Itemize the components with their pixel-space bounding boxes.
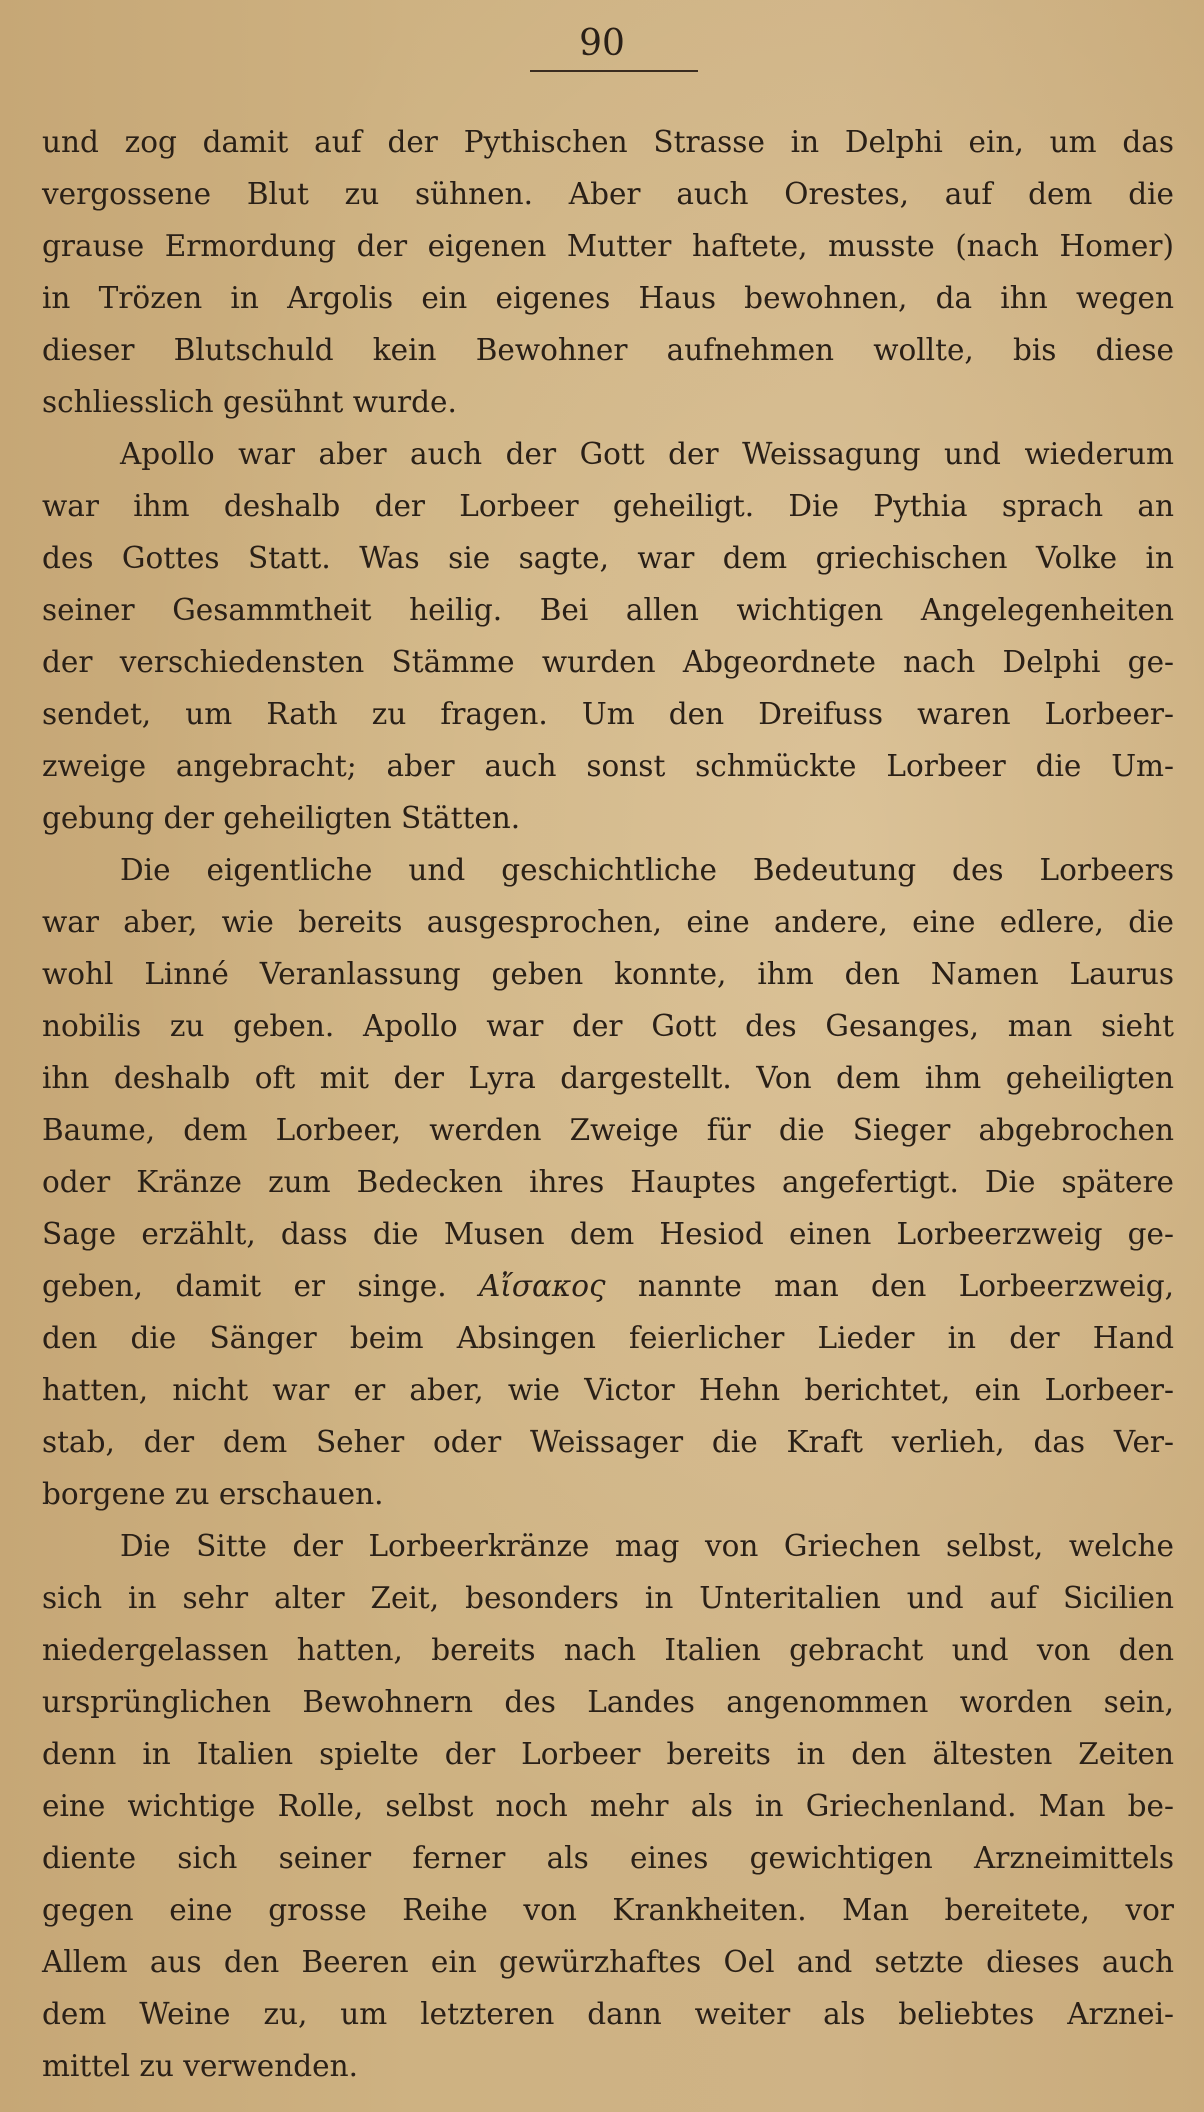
text-line: oder Kränze zum Bedecken ihres Hauptes angefertigt. Die spätere [42, 1165, 1174, 1199]
text-line: dieser Blutschuld kein Bewohner aufnehmen wollte, bis diese [42, 333, 1174, 367]
paragraph [42, 1520, 1174, 2092]
paragraph [42, 844, 1174, 1520]
line-end: nannte man den Lorbeerzweig, [637, 1269, 1175, 1303]
text-line: in Trözen in Argolis ein eigenes Haus bewohnen, da ihn wegen [42, 281, 1174, 315]
text-line: gegen eine grosse Reihe von Krankheiten. Man bereitete, vor [42, 1893, 1174, 1927]
text-line: gebung der geheiligten Stätten. [42, 801, 521, 835]
text-line: nobilis zu geben. Apollo war der Gott des Gesanges, man sieht [42, 1009, 1174, 1043]
text-line: der verschiedensten Stämme wurden Abgeordnete nach Delphi ge- [42, 645, 1174, 679]
text-line: und zog damit auf der Pythischen Strasse in Delphi ein, um das [42, 125, 1174, 159]
text-line: war ihm deshalb der Lorbeer geheiligt. Die Pythia sprach an [42, 489, 1174, 523]
text-line: diente sich seiner ferner als eines gewichtigen Arzneimittels [42, 1841, 1174, 1875]
text-line: eine wichtige Rolle, selbst noch mehr als in Griechenland. Man be- [42, 1789, 1174, 1823]
text-line: niedergelassen hatten, bereits nach Italien gebracht und von den [42, 1633, 1174, 1667]
text-line: denn in Italien spielte der Lorbeer bereits in den ältesten Zeiten [42, 1737, 1174, 1771]
text-line: zweige angebracht; aber auch sonst schmückte Lorbeer die Um- [42, 749, 1174, 783]
text-line: seiner Gesammtheit heilig. Bei allen wichtigen Angelegenheiten [42, 593, 1174, 627]
text-line-with-greek [42, 1260, 1174, 1312]
greek-word: Αἴσακος [479, 1269, 606, 1303]
text-line: Allem aus den Beeren ein gewürzhaftes Oel and setzte dieses auch [42, 1945, 1174, 1979]
text-line: stab, der dem Seher oder Weissager die Kraft verlieh, das Ver- [42, 1425, 1174, 1459]
text-line: hatten, nicht war er aber, wie Victor Hehn berichtet, ein Lorbeer- [42, 1373, 1174, 1407]
text-line: vergossene Blut zu sühnen. Aber auch Orestes, auf dem die [42, 177, 1174, 211]
text-line: borgene zu erschauen. [42, 1477, 384, 1511]
text-line: mittel zu verwenden. [42, 2049, 358, 2083]
text-line: grause Ermordung der eigenen Mutter haftete, musste (nach Homer) [42, 229, 1174, 263]
text-line: sich in sehr alter Zeit, besonders in Unteritalien und auf Sicilien [42, 1581, 1174, 1615]
text-line: Apollo war aber auch der Gott der Weissagung und wiederum [120, 437, 1174, 471]
text-line: dem Weine zu, um letzteren dann weiter als beliebtes Arznei- [42, 1997, 1174, 2031]
text-line: Die eigentliche und geschichtliche Bedeutung des Lorbeers [120, 853, 1174, 887]
paragraph [42, 428, 1174, 844]
body-text [42, 116, 1174, 2092]
line-start: geben, damit er singe. [42, 1269, 447, 1303]
text-line: des Gottes Statt. Was sie sagte, war dem griechischen Volke in [42, 541, 1174, 575]
text-line: Sage erzählt, dass die Musen dem Hesiod einen Lorbeerzweig ge- [42, 1217, 1174, 1251]
text-line: Die Sitte der Lorbeerkränze mag von Griechen selbst, welche [120, 1529, 1174, 1563]
page-number-rule [530, 70, 698, 72]
page-number: 90 [579, 23, 625, 64]
text-line: war aber, wie bereits ausgesprochen, eine andere, eine edlere, die [42, 905, 1174, 939]
paragraph [42, 116, 1174, 428]
text-line: sendet, um Rath zu fragen. Um den Dreifuss waren Lorbeer- [42, 697, 1174, 731]
text-line: schliesslich gesühnt wurde. [42, 385, 457, 419]
text-line: ursprünglichen Bewohnern des Landes angenommen worden sein, [42, 1685, 1174, 1719]
text-line: den die Sänger beim Absingen feierlicher Lieder in der Hand [42, 1321, 1174, 1355]
text-line: Baume, dem Lorbeer, werden Zweige für die Sieger abgebrochen [42, 1113, 1174, 1147]
text-line: wohl Linné Veranlassung geben konnte, ihm den Namen Laurus [42, 957, 1174, 991]
text-line: ihn deshalb oft mit der Lyra dargestellt. Von dem ihm geheiligten [42, 1061, 1174, 1095]
